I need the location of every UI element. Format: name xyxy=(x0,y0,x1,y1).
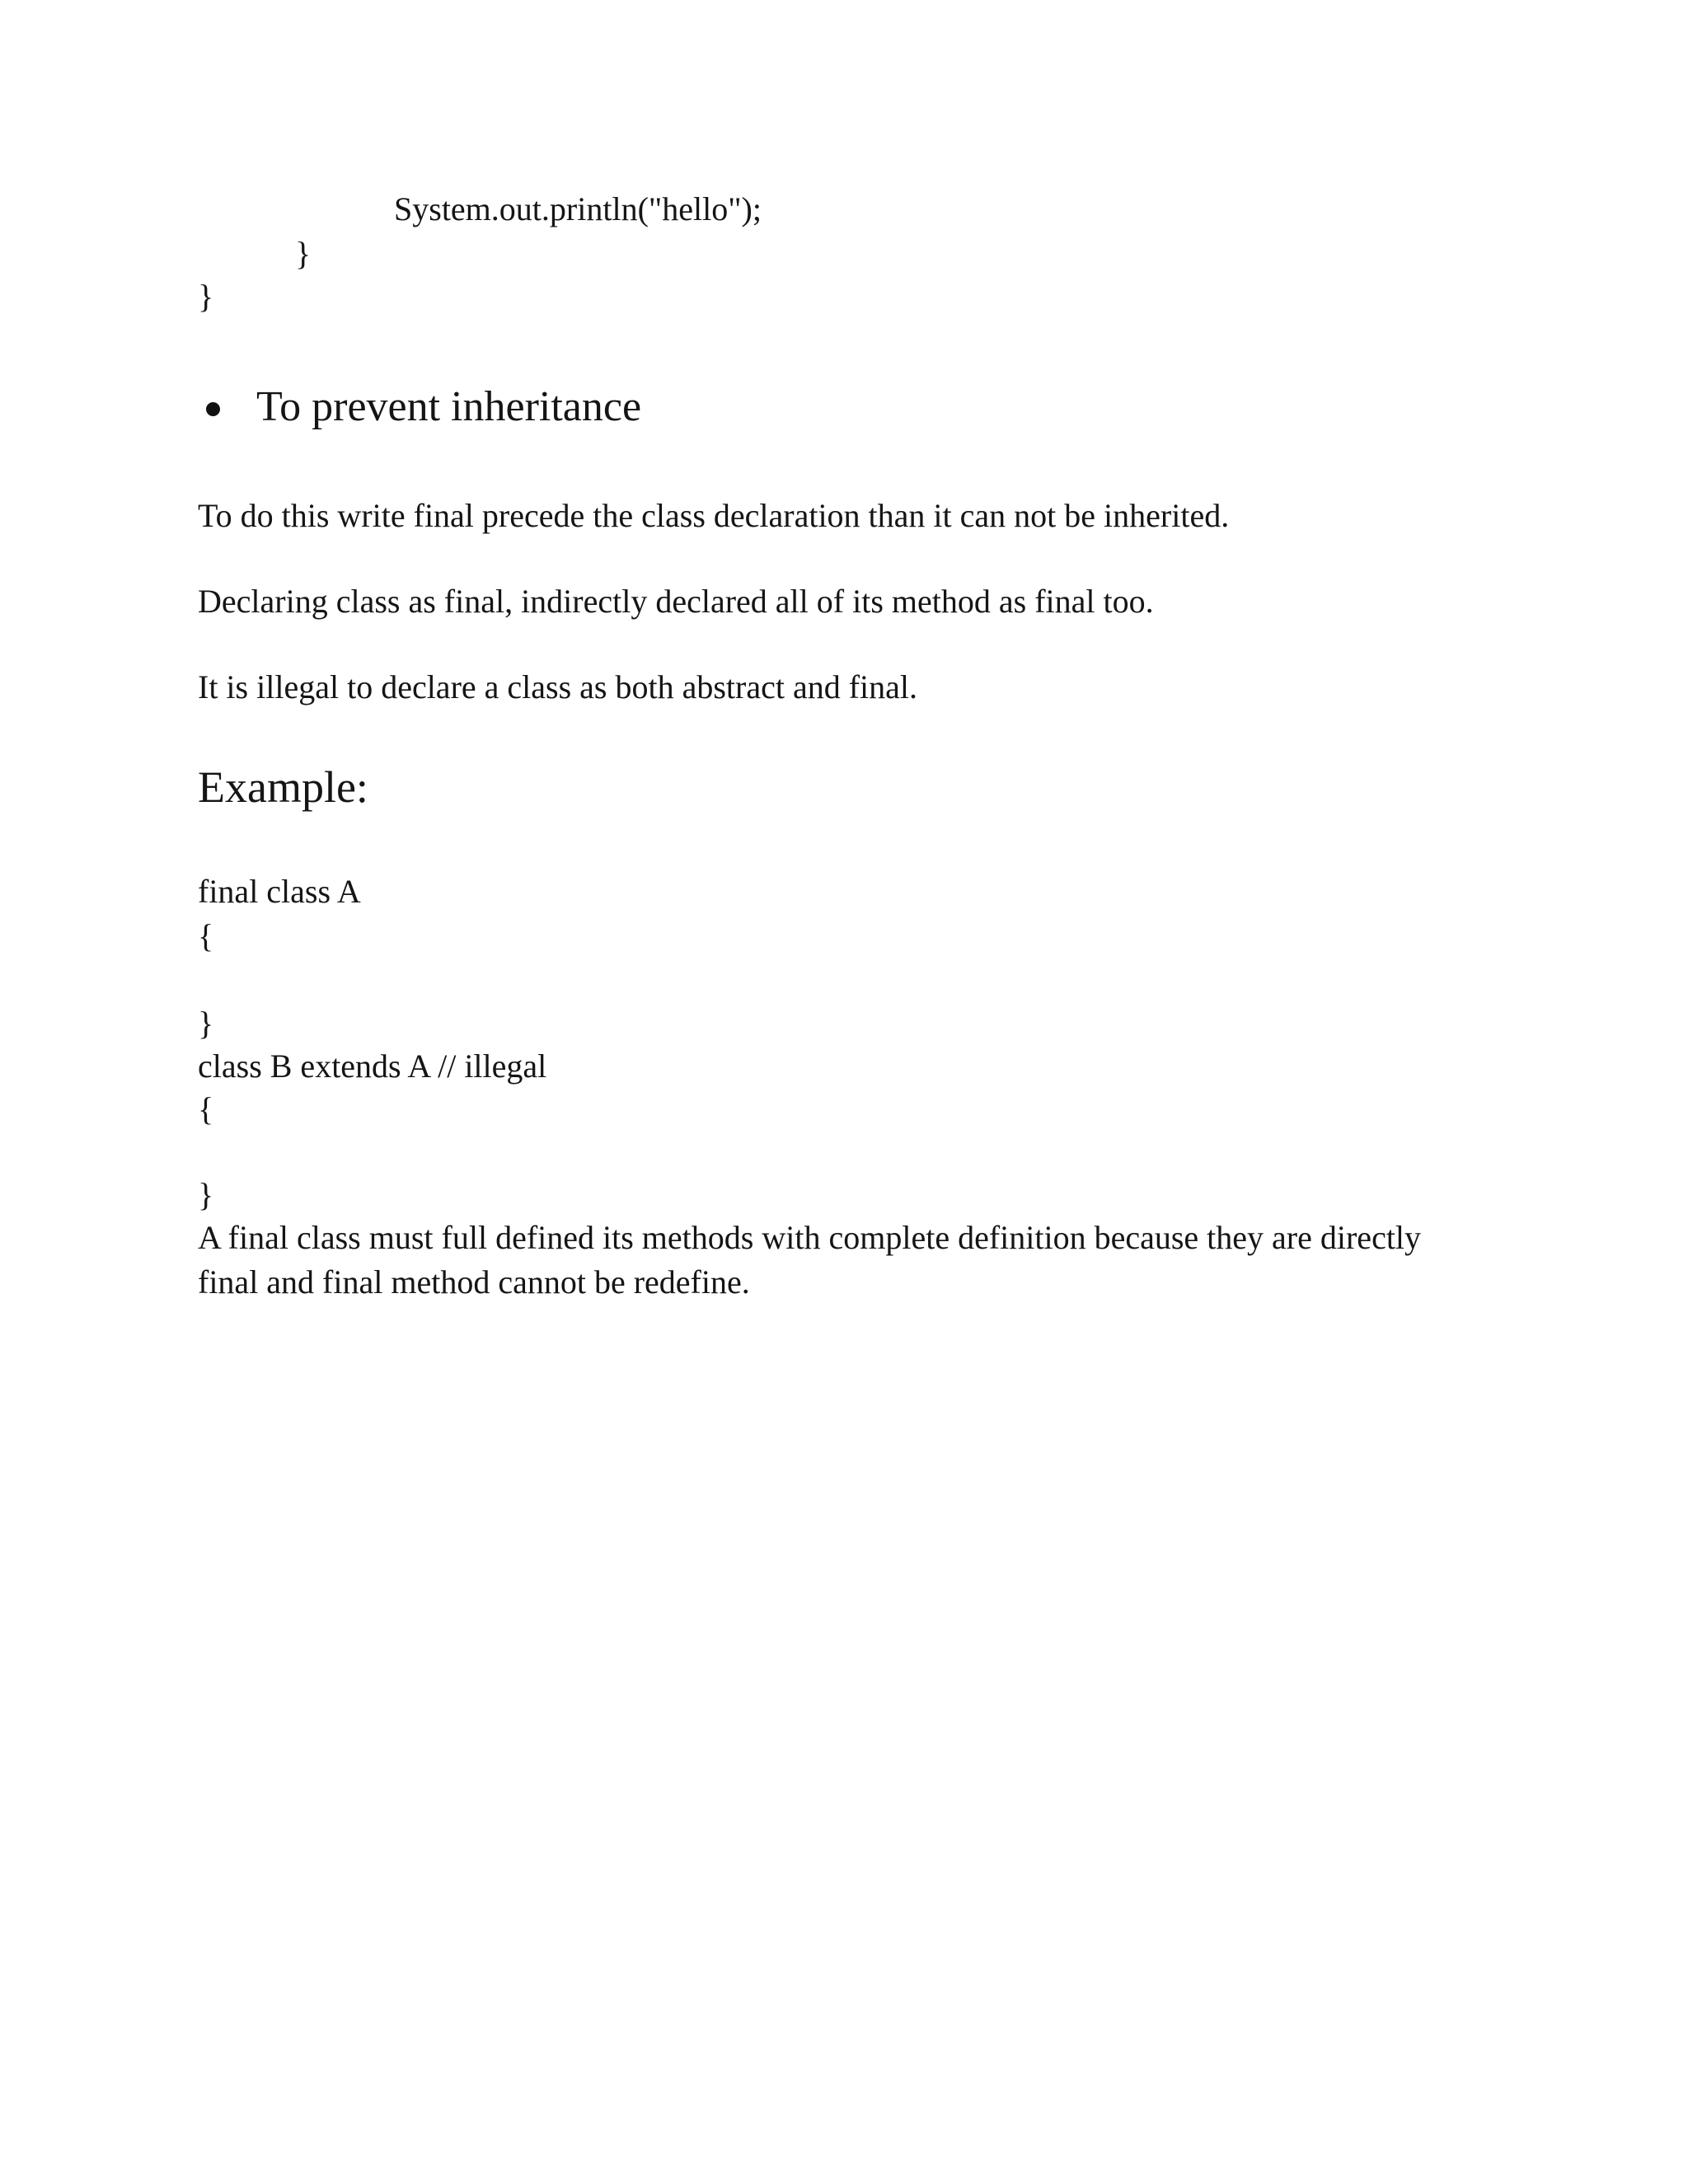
example-code-line-3: } xyxy=(198,1005,214,1042)
paragraph-2: Declaring class as final, indirectly declared all of its method as final too. xyxy=(198,583,1154,620)
closing-paragraph-line-1: A final class must full defined its methods with complete definition because they are directly xyxy=(198,1219,1422,1256)
paragraph-1: To do this write final precede the class declaration than it can not be inherited. xyxy=(198,497,1230,534)
bullet-heading-text: To prevent inheritance xyxy=(256,383,642,430)
bullet-icon xyxy=(206,402,220,416)
code-println-line: System.out.println("hello"); xyxy=(394,190,762,227)
bullet-heading xyxy=(206,381,641,434)
example-code-line-2: { xyxy=(198,917,214,954)
code-inner-close-brace: } xyxy=(295,235,312,272)
paragraph-3: It is illegal to declare a class as both abstract and final. xyxy=(198,668,918,705)
example-code-line-4: class B extends A // illegal xyxy=(198,1047,547,1085)
code-outer-close-brace: } xyxy=(198,278,214,315)
example-heading: Example: xyxy=(198,762,368,812)
closing-paragraph-line-2: final and final method cannot be redefine. xyxy=(198,1263,750,1301)
example-code-line-6: } xyxy=(198,1176,214,1213)
example-code-line-1: final class A xyxy=(198,873,361,910)
example-code-line-5: { xyxy=(198,1090,214,1127)
